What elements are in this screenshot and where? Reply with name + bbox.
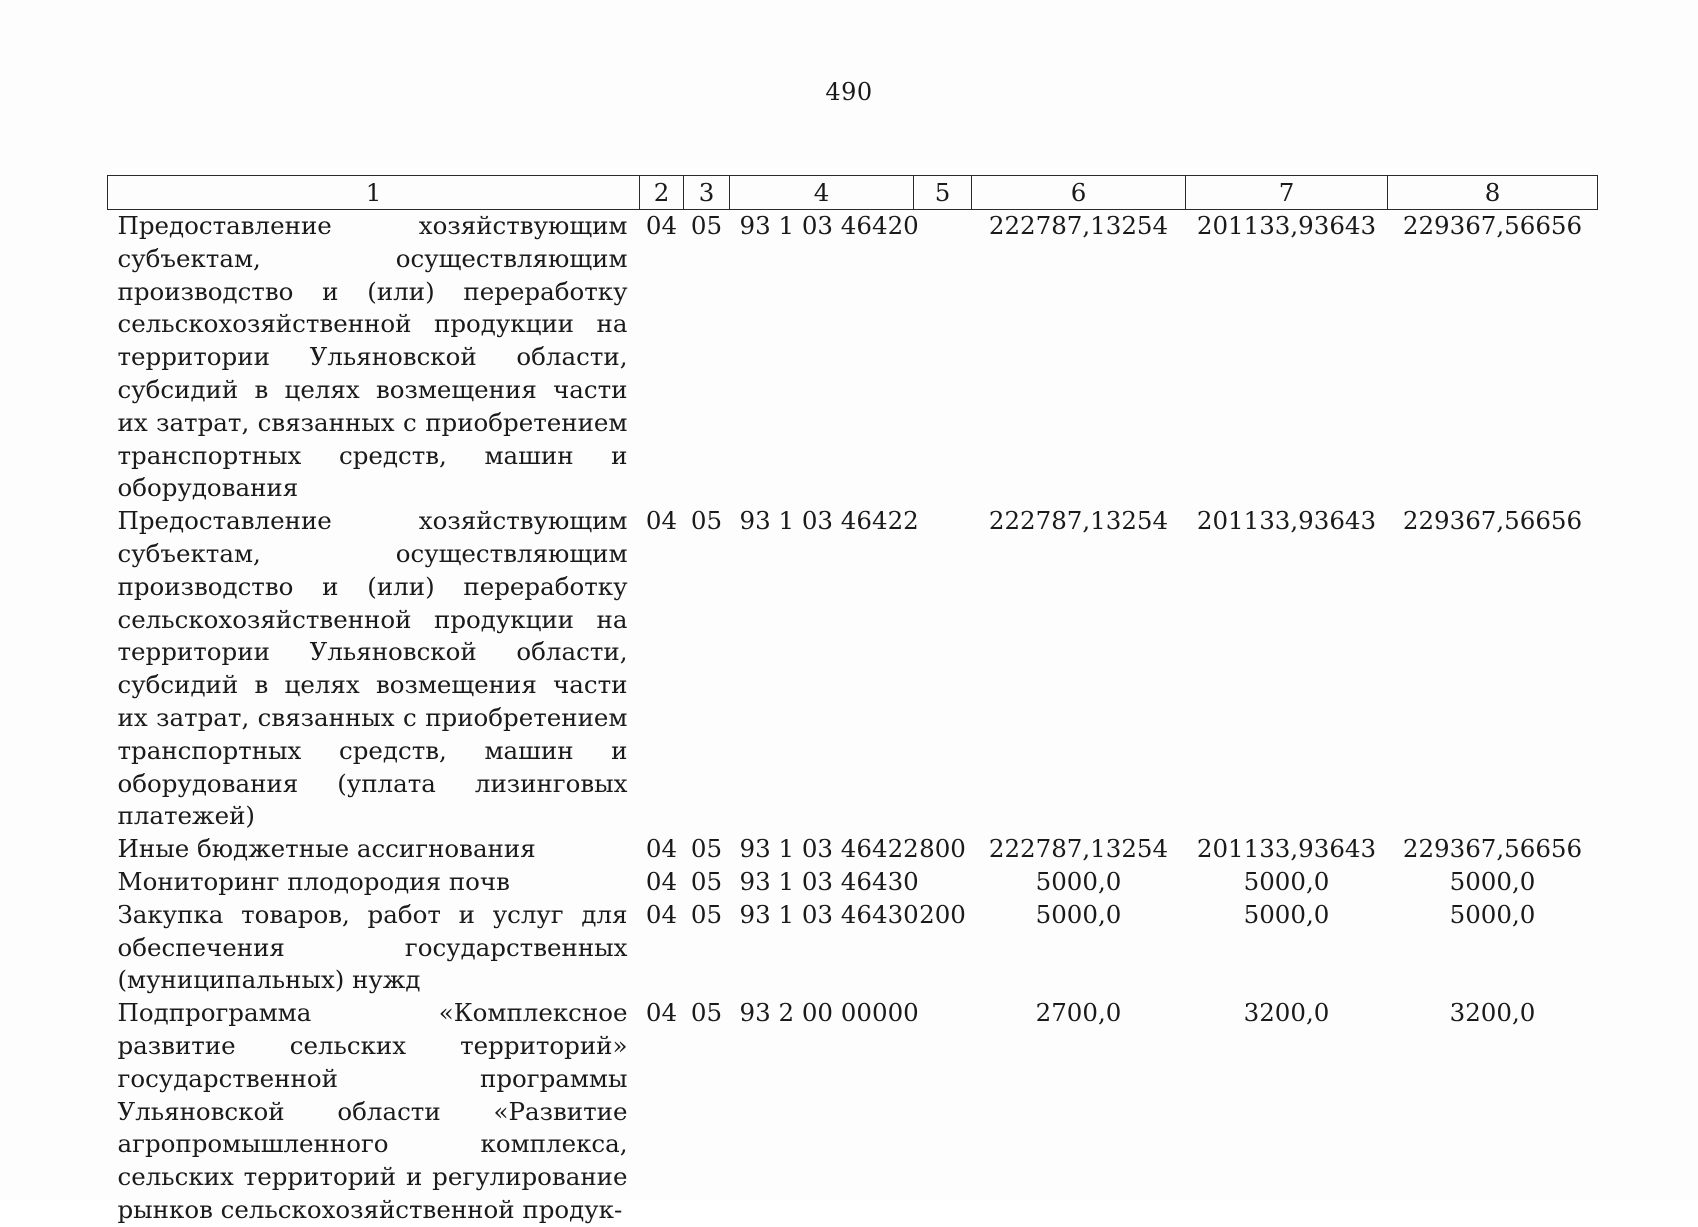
row-sum-3: 5000,0 [1449, 899, 1536, 929]
column-header: 3 [684, 176, 730, 210]
row-sum-1: 222787,13254 [988, 834, 1169, 864]
row-sum-2: 201133,93643 [1196, 506, 1377, 536]
row-section: 04 [645, 899, 678, 929]
page-number: 490 [825, 78, 873, 106]
row-sum-1: 5000,0 [1035, 866, 1122, 896]
budget-table [107, 175, 1598, 1227]
row-description: Закупка товаров, работ и услуг для обеспечения государственных (муниципальных) нужд [117, 899, 628, 995]
table-row [108, 210, 1598, 506]
row-sum-3: 229367,56656 [1402, 834, 1583, 864]
row-subsection: 05 [690, 211, 723, 240]
row-section: 04 [645, 998, 678, 1028]
row-description: Предоставление хозяйствующим субъектам, осуществляющим производство и (или) переработку сельскохозяйственной продукции на территории Ульяновской области, субсидий в целях возмещения части их затрат, связанных с приобретением транспортных средств, машин и оборудования (уплата лизинговых платежей) [117, 506, 628, 831]
row-section: 04 [645, 866, 678, 896]
row-subsection: 05 [690, 899, 723, 929]
row-sum-2: 201133,93643 [1196, 211, 1377, 240]
column-header: 1 [108, 176, 640, 210]
row-sum-3: 5000,0 [1449, 866, 1536, 896]
row-expense-type: 200 [919, 899, 966, 929]
row-sum-3: 229367,56656 [1402, 506, 1583, 536]
column-header: 6 [972, 176, 1186, 210]
table-header [108, 176, 1598, 210]
row-description: Предоставление хозяйствующим субъектам, осуществляющим производство и (или) переработку сельскохозяйственной продукции на территории Ульяновской области, субсидий в целях возмещения части их затрат, связанных с приобретением транспортных средств, машин и оборудования [117, 211, 628, 503]
row-subsection: 05 [690, 866, 723, 896]
row-description: Иные бюджетные ассигнования [117, 834, 536, 864]
table-row [108, 833, 1598, 866]
row-subsection: 05 [690, 506, 723, 536]
row-target-article: 93 1 03 46420 [739, 211, 919, 240]
row-sum-2: 5000,0 [1243, 866, 1330, 896]
column-header: 2 [640, 176, 684, 210]
row-section: 04 [645, 506, 678, 536]
row-target-article: 93 1 03 46422 [739, 506, 919, 536]
column-header: 5 [914, 176, 972, 210]
table-row [108, 505, 1598, 833]
row-section: 04 [645, 834, 678, 864]
row-expense-type [914, 997, 972, 1227]
row-sum-3: 229367,56656 [1402, 211, 1583, 240]
row-subsection: 05 [690, 834, 723, 864]
row-sum-1: 222787,13254 [988, 506, 1169, 536]
table-row [108, 899, 1598, 997]
row-sum-1: 2700,0 [1035, 998, 1122, 1028]
row-target-article: 93 1 03 46430 [739, 866, 919, 896]
row-sum-2: 201133,93643 [1196, 834, 1377, 864]
row-target-article: 93 1 03 46430 [739, 899, 919, 929]
row-sum-1: 5000,0 [1035, 899, 1122, 929]
row-sum-2: 3200,0 [1243, 998, 1330, 1028]
table-body [108, 210, 1598, 1227]
row-section: 04 [645, 211, 678, 240]
row-sum-2: 5000,0 [1243, 899, 1330, 929]
row-target-article: 93 1 03 46422 [739, 834, 919, 864]
table-row [108, 997, 1598, 1227]
row-sum-1: 222787,13254 [988, 211, 1169, 240]
row-expense-type: 800 [919, 834, 966, 864]
row-sum-3: 3200,0 [1449, 998, 1536, 1028]
row-expense-type [914, 866, 972, 899]
row-subsection: 05 [690, 998, 723, 1028]
row-description: Подпрограмма «Комплексное развитие сельских территорий» государственной программы Ульяновской области «Развитие агропромышленного комплекса, сельских территорий и регулирование рынков сельскохозяйственной продук- [117, 998, 628, 1224]
row-expense-type [914, 210, 972, 506]
column-header: 7 [1186, 176, 1388, 210]
table-row [108, 866, 1598, 899]
column-header: 8 [1388, 176, 1598, 210]
row-target-article: 93 2 00 00000 [739, 998, 919, 1028]
column-header: 4 [730, 176, 914, 210]
row-description: Мониторинг плодородия почв [117, 866, 510, 896]
header-row [108, 176, 1598, 210]
row-expense-type [914, 505, 972, 833]
